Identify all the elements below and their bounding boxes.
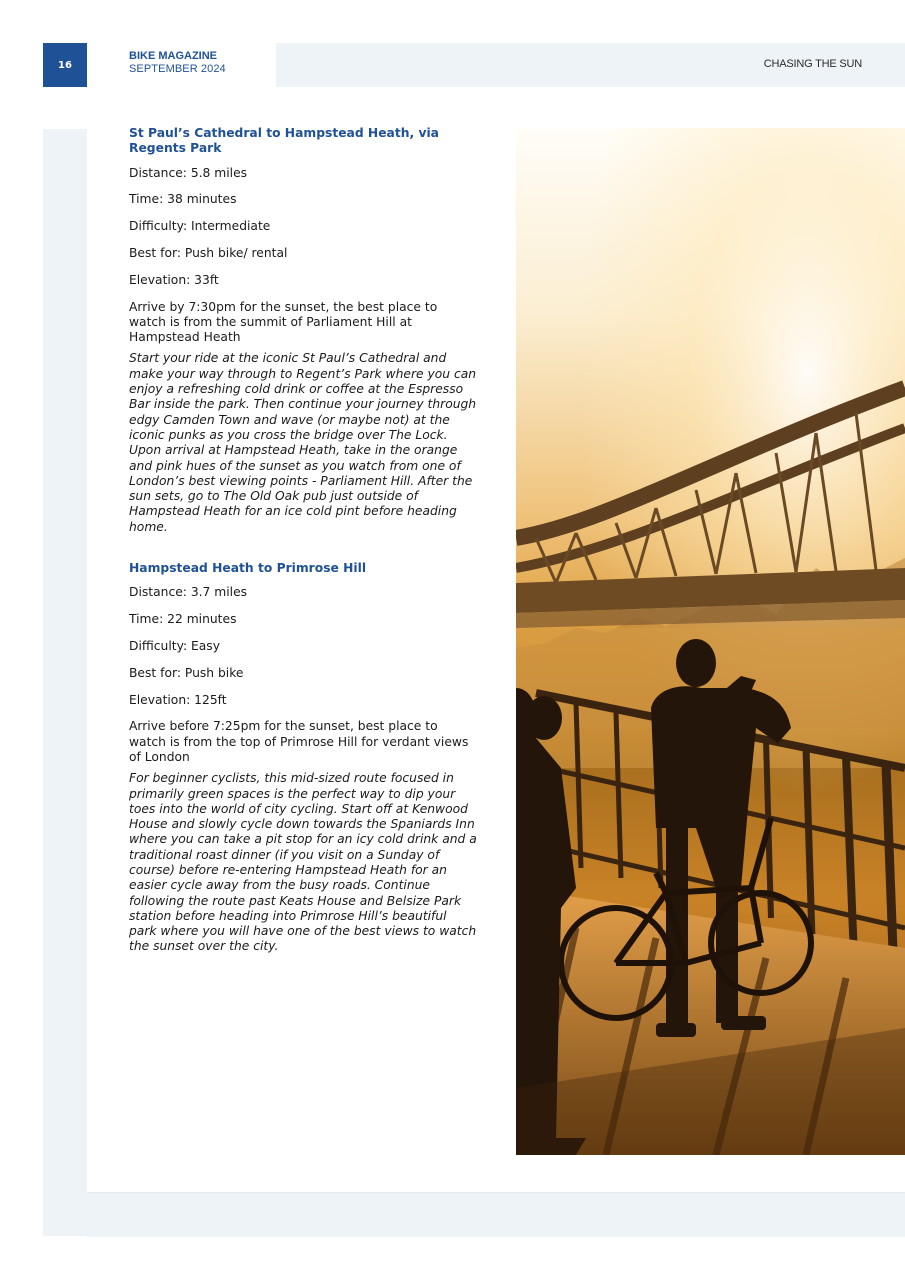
- route-time: Time: 22 minutes: [129, 612, 237, 627]
- route-elevation: Elevation: 33ft: [129, 272, 219, 287]
- masthead: [129, 50, 226, 76]
- route-section: [129, 126, 477, 535]
- route-title: St Paul’s Cathedral to Hampstead Heath, via Regents Park: [129, 126, 439, 156]
- section-title: CHASING THE SUN: [763, 58, 862, 70]
- route-section: [129, 561, 477, 955]
- route-description: Start your ride at the iconic St Paul’s Cathedral and make your way through to Regent’s Park where you can enjoy a refreshing cold drink or coffee at the Espresso Bar inside the park. Then continue your journey through edgy Camden Town and wave (or maybe not) at the iconic punks as you cross the bridge over The Lock. Upon arrival at Hampstead Heath, take in the orange and pink hues of the sunset as you watch from one of London’s best viewing points - Parliament Hill. After the sun sets, go to The Old Oak pub just outside of Hampstead Heath for an ice cold pint before heading home.: [129, 351, 477, 534]
- route-title: Hampstead Heath to Primrose Hill: [129, 561, 367, 576]
- left-margin-band: [43, 129, 87, 1236]
- route-elevation: Elevation: 125ft: [129, 692, 227, 707]
- route-best-for: Best for: Push bike: [129, 665, 244, 680]
- sunset-bridge-photo: [516, 128, 905, 1155]
- photo-illustration: [516, 128, 905, 1155]
- route-distance: Distance: 3.7 miles: [129, 585, 248, 600]
- page-number: 16: [43, 43, 87, 87]
- route-distance: Distance: 5.8 miles: [129, 165, 248, 180]
- magazine-name: BIKE MAGAZINE: [129, 50, 217, 62]
- route-best-for: Best for: Push bike/ rental: [129, 245, 288, 260]
- route-arrival-tip: Arrive before 7:25pm for the sunset, best place to watch is from the top of Primrose Hill for verdant views of London: [129, 719, 469, 764]
- route-difficulty: Difficulty: Easy: [129, 638, 220, 653]
- issue-date: SEPTEMBER 2024: [129, 63, 226, 75]
- route-description: For beginner cyclists, this mid-sized route focused in primarily green spaces is the perfect way to dip your toes into the world of city cycling. Start off at Kenwood House and slowly cycle down towards the Spaniards Inn where you can take a pit stop for an icy cold drink and a traditional roast dinner (if you visit on a Sunday of course) before re-entering Hampstead Heath for an easier cycle away from the busy roads. Continue following the route past Keats House and Belsize Park station before heading into Primrose Hill’s beautiful park where you will have one of the best views to watch the sunset over the city.: [129, 771, 477, 954]
- article-column: [129, 126, 477, 955]
- route-time: Time: 38 minutes: [129, 192, 237, 207]
- footer-band: [87, 1192, 905, 1237]
- route-arrival-tip: Arrive by 7:30pm for the sunset, the best place to watch is from the summit of Parliament Hill at Hampstead Heath: [129, 299, 438, 345]
- route-difficulty: Difficulty: Intermediate: [129, 219, 271, 234]
